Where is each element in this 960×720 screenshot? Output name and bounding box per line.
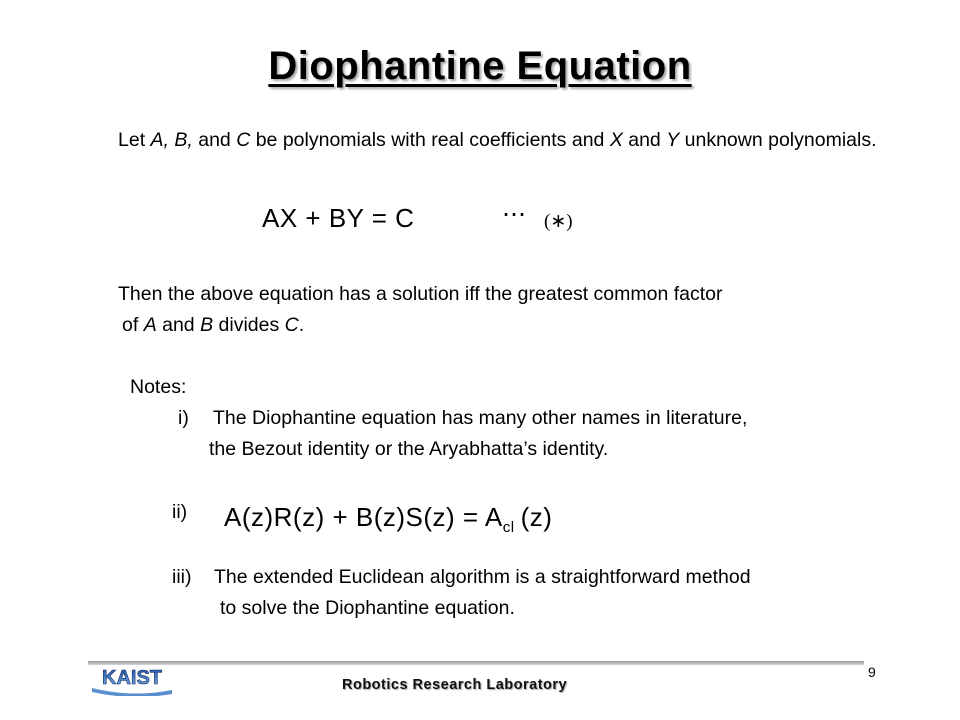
then-line-1: Then the above equation has a solution iff the greatest common factor: [118, 283, 723, 305]
intro-text-4: be polynomials with real coefficients and: [250, 129, 610, 151]
intro-text-3: and: [192, 129, 237, 151]
then-line-2: [122, 312, 304, 338]
notes-label: Notes:: [130, 376, 187, 398]
then-text-1: of: [122, 314, 144, 336]
note-ii-marker: ii): [172, 501, 188, 523]
note-i-marker: i): [178, 407, 189, 429]
note-i-line-2: the Bezout identity or the Aryabhatta’s identity.: [209, 438, 609, 460]
var-b: B,: [174, 129, 193, 151]
var-a: A,: [150, 129, 169, 151]
note-iii-line-1: The extended Euclidean algorithm is a straightforward method: [214, 566, 751, 588]
then-text-3: divides: [213, 314, 285, 336]
logo-text: KAIST: [102, 667, 162, 689]
equation-subscript: cl: [502, 519, 515, 536]
var-a: A: [143, 314, 157, 336]
equation-main: A(z)R(z) + B(z)S(z) = A: [224, 502, 503, 532]
equation-dots: ⋯: [502, 201, 527, 228]
equation-star: AX + BY = C: [262, 203, 415, 233]
var-y: Y: [666, 129, 680, 151]
intro-text-1: Let: [118, 129, 151, 151]
page-number: 9: [868, 664, 876, 680]
footer-divider: [88, 661, 864, 665]
intro-text-5: and: [622, 129, 667, 151]
then-text-4: .: [298, 314, 305, 336]
var-c: C: [284, 314, 299, 336]
then-text-2: and: [156, 314, 201, 336]
equation-tag: (∗): [544, 211, 573, 232]
lab-name: Robotics Research Laboratory: [342, 677, 568, 693]
var-c: C: [236, 129, 251, 151]
note-ii-equation: [224, 502, 552, 536]
intro-paragraph: [118, 127, 928, 153]
note-iii-line-2: to solve the Diophantine equation.: [220, 597, 515, 619]
var-x: X: [609, 129, 623, 151]
note-iii-marker: iii): [172, 566, 192, 588]
logo-swoosh: [92, 688, 172, 696]
equation-end: (z): [520, 502, 553, 532]
note-i-line-1: The Diophantine equation has many other names in literature,: [213, 407, 748, 429]
kaist-logo: [90, 664, 174, 696]
intro-text-6: unknown polynomials.: [679, 129, 877, 151]
var-b: B: [200, 314, 214, 336]
slide-title: Diophantine Equation: [268, 44, 692, 88]
